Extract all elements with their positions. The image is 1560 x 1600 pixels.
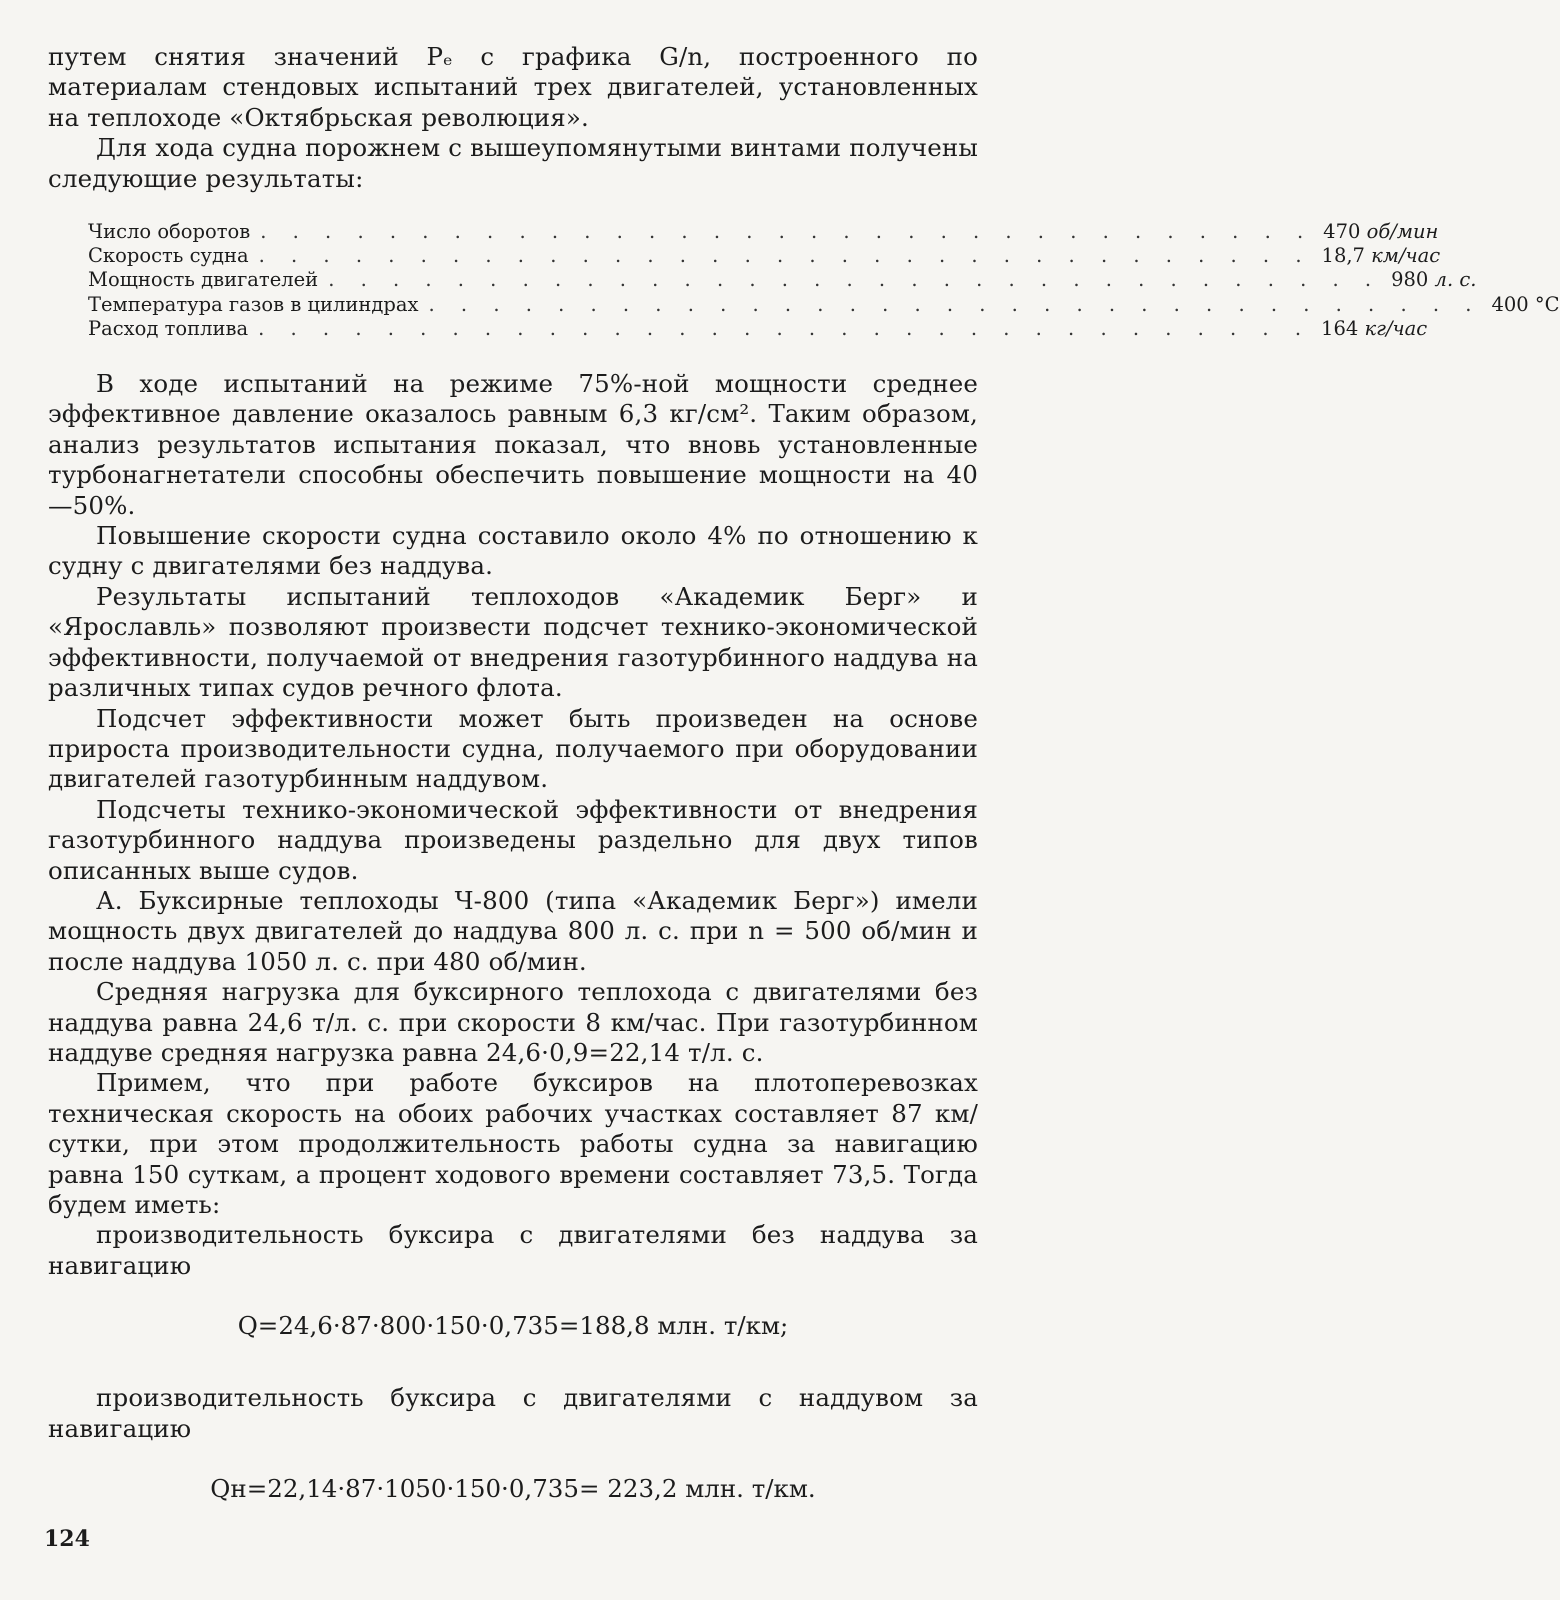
- stat-row: [88, 316, 1428, 341]
- page-body: [48, 42, 1560, 1504]
- leader-dots: . . . . . . . . . . . . . . . . . . . . . . . . . . . . . . . . .: [428, 292, 1482, 316]
- stat-value: 164 кг/час: [1321, 316, 1428, 340]
- stat-value: 18,7 км/час: [1321, 244, 1441, 268]
- paragraph-10: Примем, что при работе буксиров на плотоперевозках техническая скорость на обоих рабочих участках составляет 87 км/сутки, при этом продолжительность работы судна за навигацию равна 150 суткам, а процент ходового времени составляет 73,5. Тогда будем иметь:: [48, 1068, 978, 1220]
- page-number: 124: [44, 1526, 90, 1552]
- paragraph-7: Подсчеты технико-экономической эффективности от внедрения газотурбинного наддува произведены раздельно для двух типов описанных выше судов.: [48, 794, 978, 885]
- stat-label: Число оборотов: [88, 220, 251, 244]
- leader-dots: . . . . . . . . . . . . . . . . . . . . . . . . . . . . . . . . .: [258, 316, 1312, 340]
- formula-q: Q=24,6·87·800·150·0,735=188,8 млн. т/км;: [237, 1311, 789, 1341]
- test-results-list: [88, 220, 1560, 341]
- paragraph-4: Повышение скорости судна составило около 4% по отношению к судну с двигателями без наддува.: [48, 521, 978, 581]
- paragraph-3: В ходе испытаний на режиме 75%-ной мощности среднее эффективное давление оказалось равным 6,3 кг/см². Таким образом, анализ результатов испытания показал, что вновь установленные турбонагнетатели способны обеспечить повышение мощности на 40—50%.: [48, 369, 978, 520]
- paragraph-11: производительность буксира с двигателями без наддува за навигацию: [48, 1220, 978, 1280]
- stat-row: [88, 268, 1477, 292]
- stat-label: Скорость судна: [88, 244, 249, 268]
- paragraph-6: Подсчет эффективности может быть произведен на основе прироста производительности судна, получаемого при оборудовании двигателей газотурбинным наддувом.: [48, 703, 978, 794]
- paragraph-9: Средняя нагрузка для буксирного теплохода с двигателями без наддува равна 24,6 т/л. с. при скорости 8 км/час. При газотурбинном наддуве средняя нагрузка равна 24,6·0,9=22,14 т/л. с.: [48, 977, 978, 1067]
- stat-row: [88, 292, 1560, 317]
- stat-value: 980 л. с.: [1391, 268, 1477, 292]
- stat-row: [88, 220, 1439, 244]
- stat-label: Расход топлива: [88, 316, 249, 340]
- stat-label: Температура газов в цилиндрах: [88, 292, 419, 316]
- paragraph-1: путем снятия значений Pₑ с графика G/n, построенного по материалам стендовых испытаний трех двигателей, установленных на теплоходе «Октябрьская революция».: [48, 42, 978, 132]
- formula-qn: Qн=22,14·87·1050·150·0,735= 223,2 млн. т/км.: [210, 1474, 816, 1504]
- stat-value: 470 об/мин: [1323, 220, 1439, 244]
- stat-label: Мощность двигателей: [88, 268, 319, 292]
- leader-dots: . . . . . . . . . . . . . . . . . . . . . . . . . . . . . . . . .: [260, 220, 1314, 244]
- leader-dots: . . . . . . . . . . . . . . . . . . . . . . . . . . . . . . . . .: [328, 268, 1382, 292]
- leader-dots: . . . . . . . . . . . . . . . . . . . . . . . . . . . . . . . . .: [258, 244, 1312, 268]
- stat-row: [88, 244, 1441, 268]
- paragraph-12: производительность буксира с двигателями с наддувом за навигацию: [48, 1383, 978, 1443]
- paragraph-8: А. Буксирные теплоходы Ч-800 (типа «Академик Берг») имели мощность двух двигателей до наддува 800 л. с. при n = 500 об/мин и после наддува 1050 л. с. при 480 об/мин.: [48, 885, 978, 976]
- stat-value: 400 °С: [1491, 292, 1560, 316]
- paragraph-5: Результаты испытаний теплоходов «Академик Берг» и «Ярославль» позволяют произвести подсчет технико-экономической эффективности, получаемой от внедрения газотурбинного наддува на различных типах судов речного флота.: [48, 581, 978, 703]
- paragraph-2: Для хода судна порожнем с вышеупомянутыми винтами получены следующие результаты:: [48, 133, 978, 193]
